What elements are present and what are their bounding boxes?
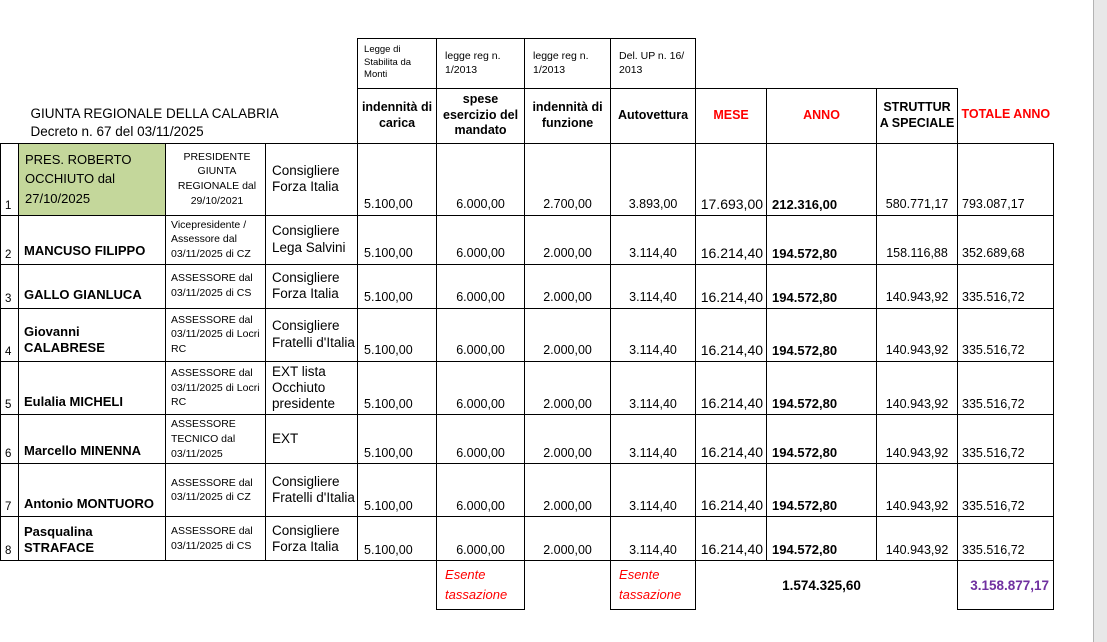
value-cell-autovettura[interactable]: 3.114,40 (611, 264, 696, 308)
value-cell-funzione[interactable]: 2.000,00 (525, 464, 611, 517)
empty-cell (696, 0, 767, 38)
anno-grand-total-cell[interactable]: 1.574.325,60 (782, 577, 861, 593)
row-number-cell[interactable]: 6 (1, 415, 19, 464)
party-cell[interactable]: Consigliere Fratelli d'Italia (266, 308, 358, 361)
empty-cell (1, 561, 437, 610)
value-cell-spese[interactable]: 6.000,00 (437, 215, 525, 264)
value-cell-indennita[interactable]: 5.100,00 (358, 464, 437, 517)
value-cell-autovettura[interactable]: 3.114,40 (611, 517, 696, 561)
party-cell[interactable]: Consigliere Forza Italia (266, 264, 358, 308)
sheet-title: GIUNTA REGIONALE DELLA CALABRIA (30, 106, 279, 122)
lawref-funzione[interactable]: legge reg n. 1/2013 (525, 38, 611, 88)
value-cell-mese[interactable]: 16.214,40 (696, 215, 767, 264)
role-cell[interactable]: ASSESSORE dal 03/11/2025 di CS (166, 264, 266, 308)
value-cell-totale[interactable]: 335.516,72 (958, 415, 1054, 464)
value-cell-indennita[interactable]: 5.100,00 (358, 143, 437, 215)
value-cell-spese[interactable]: 6.000,00 (437, 143, 525, 215)
party-cell[interactable]: Consigliere Forza Italia (266, 517, 358, 561)
value-cell-struttura[interactable]: 140.943,92 (877, 264, 958, 308)
empty-cell (611, 0, 696, 38)
table-row (1, 517, 1054, 561)
empty-cell (525, 0, 611, 38)
header-autovettura[interactable]: Autovettura (611, 88, 696, 143)
role-cell[interactable]: Vicepresidente / Assessore dal 03/11/2025 di CZ (166, 215, 266, 264)
value-cell-struttura[interactable]: 140.943,92 (877, 415, 958, 464)
table-row (1, 308, 1054, 361)
party-cell[interactable]: EXT lista Occhiuto presidente (266, 361, 358, 415)
value-cell-mese[interactable]: 16.214,40 (696, 464, 767, 517)
empty-cell (877, 561, 958, 610)
value-cell-autovettura[interactable]: 3.893,00 (611, 143, 696, 215)
empty-cell (767, 0, 877, 38)
role-cell[interactable]: ASSESSORE dal 03/11/2025 di CS (166, 517, 266, 561)
header-mese[interactable]: MESE (696, 88, 767, 143)
value-cell-anno[interactable]: 194.572,80 (767, 308, 877, 361)
role-cell[interactable]: ASSESSORE dal 03/11/2025 di Locri RC (166, 361, 266, 415)
value-cell-spese[interactable]: 6.000,00 (437, 464, 525, 517)
value-cell-mese[interactable]: 16.214,40 (696, 264, 767, 308)
value-cell-anno[interactable]: 212.316,00 (767, 143, 877, 215)
empty-cell (696, 38, 767, 88)
value-cell-indennita[interactable]: 5.100,00 (358, 215, 437, 264)
header-indennita-funzione[interactable]: indennità di funzione (525, 88, 611, 143)
name-cell[interactable]: PRES. ROBERTO OCCHIUTO dal 27/10/2025 (19, 143, 166, 215)
empty-cell (958, 38, 1054, 88)
value-cell-indennita[interactable]: 5.100,00 (358, 517, 437, 561)
value-cell-funzione[interactable]: 2.000,00 (525, 215, 611, 264)
header-anno[interactable]: ANNO (767, 88, 877, 143)
value-cell-funzione[interactable]: 2.000,00 (525, 308, 611, 361)
value-cell-indennita[interactable]: 5.100,00 (358, 308, 437, 361)
name-cell[interactable]: Pasqualina STRAFACE (19, 517, 166, 561)
name-cell[interactable]: Antonio MONTUORO (19, 464, 166, 517)
role-cell[interactable]: ASSESSORE dal 03/11/2025 di CZ (166, 464, 266, 517)
value-cell-totale[interactable]: 335.516,72 (958, 464, 1054, 517)
table-row (1, 415, 1054, 464)
party-cell[interactable]: Consigliere Forza Italia (266, 143, 358, 215)
row-number-cell[interactable]: 8 (1, 517, 19, 561)
value-cell-spese[interactable]: 6.000,00 (437, 361, 525, 415)
empty-cell (877, 0, 958, 38)
row-number-cell[interactable]: 2 (1, 215, 19, 264)
value-cell-anno[interactable]: 194.572,80 (767, 517, 877, 561)
header-totale-anno[interactable]: TOTALE ANNO (958, 88, 1054, 143)
table-row (1, 215, 1054, 264)
value-cell-funzione[interactable]: 2.000,00 (525, 517, 611, 561)
value-cell-funzione[interactable]: 2.000,00 (525, 264, 611, 308)
name-cell[interactable]: MANCUSO FILIPPO (19, 215, 166, 264)
value-cell-indennita[interactable]: 5.100,00 (358, 264, 437, 308)
value-cell-anno[interactable]: 194.572,80 (767, 264, 877, 308)
value-cell-spese[interactable]: 6.000,00 (437, 415, 525, 464)
lawref-indennita-carica[interactable]: Legge di Stabilita da Monti (358, 38, 437, 88)
table-row (1, 264, 1054, 308)
value-cell-spese[interactable]: 6.000,00 (437, 308, 525, 361)
value-cell-totale[interactable]: 335.516,72 (958, 517, 1054, 561)
value-cell-anno[interactable]: 194.572,80 (767, 361, 877, 415)
value-cell-funzione[interactable]: 2.700,00 (525, 143, 611, 215)
party-cell[interactable]: Consigliere Fratelli d'Italia (266, 464, 358, 517)
esente-spese-cell[interactable]: Esente tassazione (437, 561, 525, 610)
empty-cell (877, 38, 958, 88)
value-cell-totale[interactable]: 335.516,72 (958, 308, 1054, 361)
value-cell-mese[interactable]: 16.214,40 (696, 308, 767, 361)
role-cell[interactable]: ASSESSORE dal 03/11/2025 di Locri RC (166, 308, 266, 361)
table-row (1, 143, 1054, 215)
value-cell-autovettura[interactable]: 3.114,40 (611, 361, 696, 415)
value-cell-struttura[interactable]: 140.943,92 (877, 361, 958, 415)
value-cell-struttura[interactable]: 580.771,17 (877, 143, 958, 215)
lawref-spese[interactable]: legge reg n. 1/2013 (437, 38, 525, 88)
value-cell-totale[interactable]: 793.087,17 (958, 143, 1054, 215)
vertical-scrollbar[interactable] (1093, 0, 1107, 642)
header-indennita-carica[interactable]: indennità di carica (358, 88, 437, 143)
value-cell-struttura[interactable]: 158.116,88 (877, 215, 958, 264)
empty-cell (437, 0, 525, 38)
row-number-cell[interactable]: 1 (1, 143, 19, 215)
value-cell-funzione[interactable]: 2.000,00 (525, 361, 611, 415)
value-cell-anno[interactable]: 194.572,80 (767, 415, 877, 464)
role-cell[interactable]: ASSESSORE TECNICO dal 03/11/2025 (166, 415, 266, 464)
empty-cell (958, 0, 1054, 38)
value-cell-indennita[interactable]: 5.100,00 (358, 415, 437, 464)
totals-row (1, 561, 1054, 610)
value-cell-mese[interactable]: 16.214,40 (696, 517, 767, 561)
row-number-cell[interactable]: 7 (1, 464, 19, 517)
value-cell-autovettura[interactable]: 3.114,40 (611, 464, 696, 517)
totale-grand-total-cell[interactable]: 3.158.877,17 (958, 561, 1054, 610)
empty-cell (696, 561, 767, 610)
party-cell[interactable]: EXT (266, 415, 358, 464)
empty-cell (525, 561, 611, 610)
value-cell-autovettura[interactable]: 3.114,40 (611, 415, 696, 464)
value-cell-mese[interactable]: 17.693,00 (696, 143, 767, 215)
value-cell-spese[interactable]: 6.000,00 (437, 517, 525, 561)
party-cell[interactable]: Consigliere Lega Salvini (266, 215, 358, 264)
header-struttura-speciale[interactable]: STRUTTURA SPECIALE (877, 88, 958, 143)
name-cell[interactable]: GALLO GIANLUCA (19, 264, 166, 308)
name-cell[interactable]: Giovanni CALABRESE (19, 308, 166, 361)
name-cell[interactable]: Marcello MINENNA (19, 415, 166, 464)
table-row (1, 361, 1054, 415)
sheet-subtitle: Decreto n. 67 del 03/11/2025 (30, 123, 204, 139)
value-cell-autovettura[interactable]: 3.114,40 (611, 308, 696, 361)
value-cell-struttura[interactable]: 140.943,92 (877, 517, 958, 561)
role-cell[interactable]: PRESIDENTE GIUNTA REGIONALE dal 29/10/2021 (166, 143, 266, 215)
sheet-title-cell[interactable] (1, 0, 358, 143)
row-number-cell[interactable]: 5 (1, 361, 19, 415)
value-cell-anno[interactable]: 194.572,80 (767, 215, 877, 264)
name-cell[interactable]: Eulalia MICHELI (19, 361, 166, 415)
empty-cell (358, 0, 437, 38)
value-cell-totale[interactable]: 352.689,68 (958, 215, 1054, 264)
value-cell-mese[interactable]: 16.214,40 (696, 361, 767, 415)
value-cell-totale[interactable]: 335.516,72 (958, 361, 1054, 415)
value-cell-autovettura[interactable]: 3.114,40 (611, 215, 696, 264)
esente-autovettura-cell[interactable]: Esente tassazione (611, 561, 696, 610)
value-cell-struttura[interactable]: 140.943,92 (877, 464, 958, 517)
value-cell-anno[interactable]: 194.572,80 (767, 464, 877, 517)
value-cell-indennita[interactable]: 5.100,00 (358, 361, 437, 415)
row-number-cell[interactable]: 3 (1, 264, 19, 308)
value-cell-struttura[interactable]: 140.943,92 (877, 308, 958, 361)
row-number-cell[interactable]: 4 (1, 308, 19, 361)
value-cell-mese[interactable]: 16.214,40 (696, 415, 767, 464)
value-cell-spese[interactable]: 6.000,00 (437, 264, 525, 308)
value-cell-funzione[interactable]: 2.000,00 (525, 415, 611, 464)
table-row (1, 464, 1054, 517)
header-spacer-row (1, 0, 1054, 38)
lawref-autovettura[interactable]: Del. UP n. 16/ 2013 (611, 38, 696, 88)
empty-cell (767, 38, 877, 88)
value-cell-totale[interactable]: 335.516,72 (958, 264, 1054, 308)
header-spese-mandato[interactable]: spese esercizio del mandato (437, 88, 525, 143)
